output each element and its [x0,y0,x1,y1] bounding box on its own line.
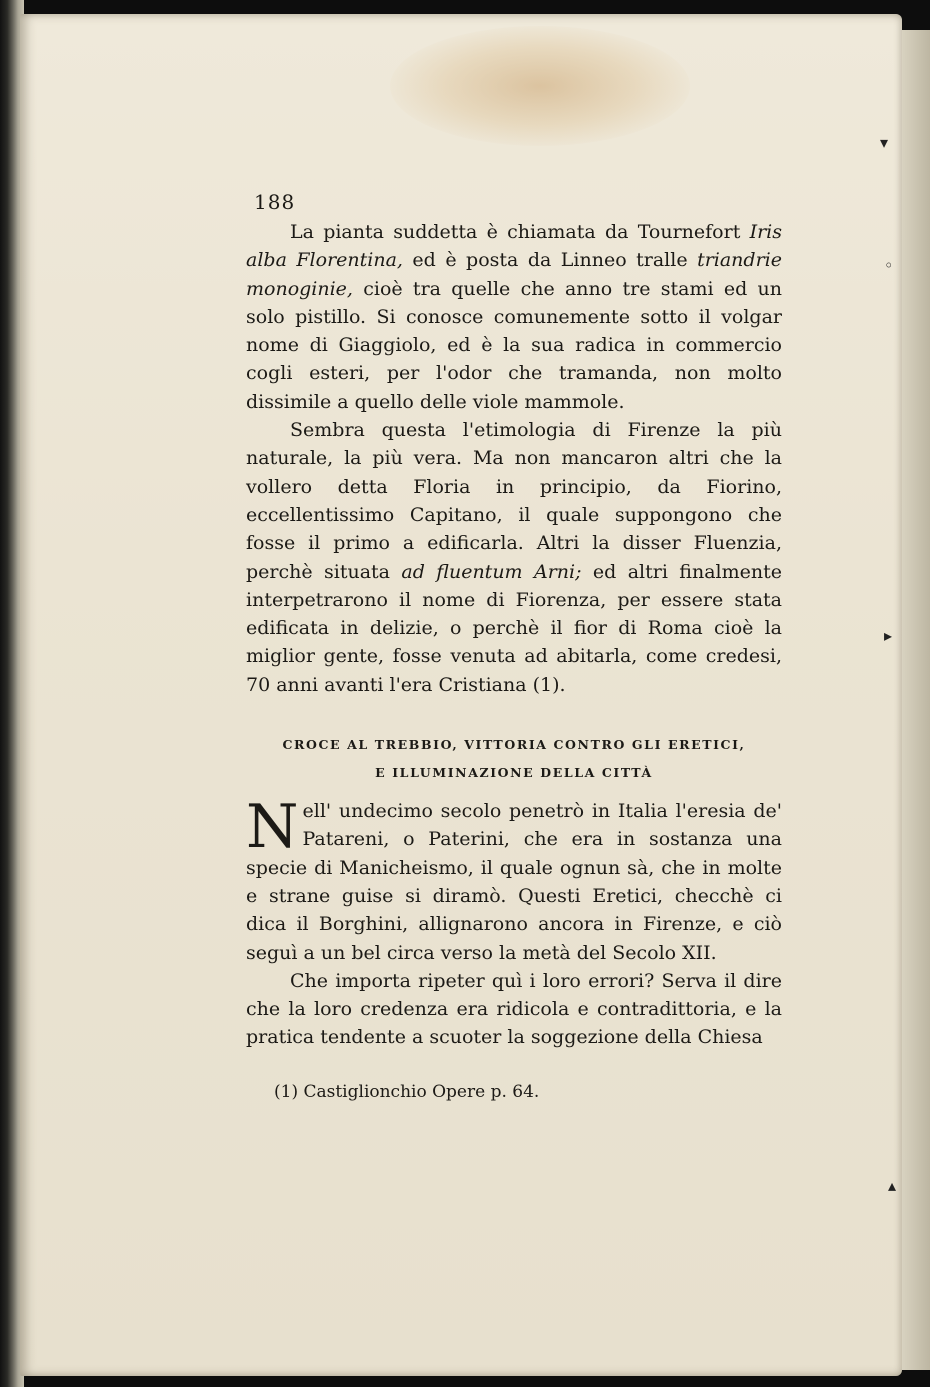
footnote: (1) Castiglionchio Opere p. 64. [274,1081,540,1102]
margin-mark-3: ▸ [884,626,893,645]
p1-text-b: ed è posta da Linneo tralle [402,249,698,272]
p1-text-a: La pianta suddetta è chiamata da Tournefort [290,221,750,243]
section-heading [246,731,782,787]
section-heading-line-1: CROCE AL TREBBIO, VITTORIA CONTRO GLI ERETICI, [282,737,746,753]
p1-text-c: cioè tra quelle che anno tre stami ed un solo pistillo. Si conosce comunemente sotto il volgar nome di Giaggiolo, ed è la sua radica in commercio cogli esteri, per l'odor che tramanda, non molto dissimile a quello delle viole mammole. [246,277,782,413]
page-number: 188 [254,190,296,214]
water-stain [390,26,690,146]
p1-italic-a: Iris alba Florentina, [246,221,782,272]
sp2-text: Che importa ripeter quì i loro errori? Serva il dire che la loro credenza era ridicola e contradittoria, e la pratica tendente a scuoter la soggezione della Chiesa [246,969,782,1049]
section-paragraph-2 [246,967,782,1052]
margin-mark-1: ▾ [880,133,889,152]
p1-italic-b: triandrie monoginie, [246,249,782,300]
p2-text-b: ed altri finalmente interpetrarono il nome di Fiorenza, per essere stata edificata in delizie, o perchè il fior di Roma cioè la miglior gente, fosse venuta ad abitarla, come credesi, 70 anni avanti l'era Cristiana (1). [246,560,782,696]
section-paragraph-1 [246,792,782,967]
drop-cap: N [246,792,299,863]
page-text [246,190,782,1102]
p2-italic-a: ad fluentum Arni; [401,560,582,583]
margin-mark-2: ◦ [884,256,894,275]
p2-text-a: Sembra questa l'etimologia di Firenze la più naturale, la più vera. Ma non mancaron altri che la vollero detta Floria in principio, da Fiorino, eccellentissimo Capitano, il quale suppongono che fosse il primo a edificarla. Altri la disser Fluenzia, perchè situata [246,419,782,583]
paragraph-2 [246,416,782,699]
next-page-edge [902,30,930,1370]
paragraph-1 [246,218,782,416]
sp1-text: ell' undecimo secolo penetrò in Italia l'eresia de' Patareni, o Paterini, che era in sostanza una specie di Manicheismo, il quale ognun sà, che in molte e strane guise si diramò. Questi Eretici, checchè ci dica il Borghini, allignarono ancora in Firenze, e ciò seguì a un bel circa verso la metà del Secolo XII. [246,800,782,964]
section-heading-line-2: E ILLUMINAZIONE DELLA CITTÀ [375,765,653,781]
margin-mark-4: ▴ [888,1176,897,1195]
